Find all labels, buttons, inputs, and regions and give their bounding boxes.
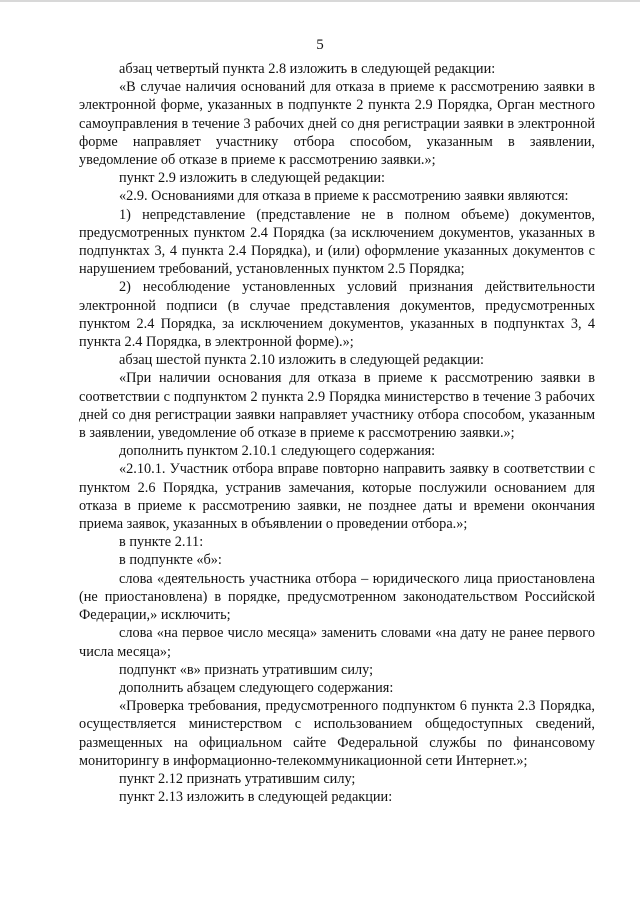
paragraph: «2.9. Основаниями для отказа в приеме к рассмотрению заявки являются: [119,188,569,205]
paragraph: в пункте 2.11: [119,534,204,551]
document-body [79,60,595,806]
paragraph: дополнить абзацем следующего содержания: [119,679,394,696]
paragraph: пункт 2.12 признать утратившим силу; [119,770,356,787]
paragraph: «При наличии основания для отказа в приеме к рассмотрению заявки в соответствии с подпунктом 2 пункта 2.9 Порядка министерство в течение 3 рабочих дней со дня регистрации заявки направляет участнику отбора способом, указанным в заявлении, уведомление об отказе в приеме к рассмотрению заявки.»; [79,370,595,442]
paragraph: «Проверка требования, предусмотренного подпунктом 6 пункта 2.3 Порядка, осуществляется министерством с использованием общедоступных сведений, размещенных на официальном сайте Федеральной службы по финансовому мониторингу в информационно-телекоммуникационной сети Интернет.»; [79,698,595,769]
paragraph: 1) непредставление (представление не в полном объеме) документов, предусмотренных пунктом 2.4 Порядка (за исключением документов, указанных в подпунктах 3, 4 пункта 2.4 Порядка), и (или) оформление указанных документов с нарушением требований, установленных пунктом 2.5 Порядка; [79,206,595,278]
paragraph: абзац четвертый пункта 2.8 изложить в следующей редакции: [119,61,496,77]
paragraph: слова «на первое число месяца» заменить словами «на дату не ранее первого числа месяца»; [79,625,595,660]
paragraph: в подпункте «б»: [119,552,222,569]
paragraph: подпункт «в» признать утратившим силу; [119,661,374,678]
page-top-edge [0,0,640,2]
page-number: 5 [316,37,324,53]
paragraph: слова «деятельность участника отбора – юридического лица приостановлена (не приостановлена) в порядке, предусмотренном законодательством Российской Федерации,» исключить; [79,570,595,624]
paragraph: дополнить пунктом 2.10.1 следующего содержания: [119,443,436,460]
paragraph: «В случае наличия оснований для отказа в приеме к рассмотрению заявки в электронной форме, указанных в подпункте 2 пункта 2.9 Порядка, Орган местного самоуправления в течение 3 рабочих дней со дня регистрации заявки в электронной форме направляет участнику отбора способом, указанным в заявлении, уведомление об отказе в приеме к рассмотрению заявки.»; [79,79,595,169]
paragraph: 2) несоблюдение установленных условий признания действительности электронной подписи (в случае представления документов, предусмотренных пунктом 2.4 Порядка, за исключением документов, указанных в подпунктах 3, 4 пункта 2.4 Порядка, в электронной форме).»; [79,279,595,351]
paragraph: абзац шестой пункта 2.10 изложить в следующей редакции: [119,352,485,369]
paragraph: пункт 2.13 изложить в следующей редакции: [119,789,393,806]
paragraph: «2.10.1. Участник отбора вправе повторно направить заявку в соответствии с пунктом 2.6 Порядка, устранив замечания, которые послужили основанием для отказа в приеме к рассмотрению заявки, не позднее даты и времени окончания приема заявок, указанных в объявлении о проведении отбора.»; [79,461,595,533]
paragraph: пункт 2.9 изложить в следующей редакции: [119,170,386,187]
